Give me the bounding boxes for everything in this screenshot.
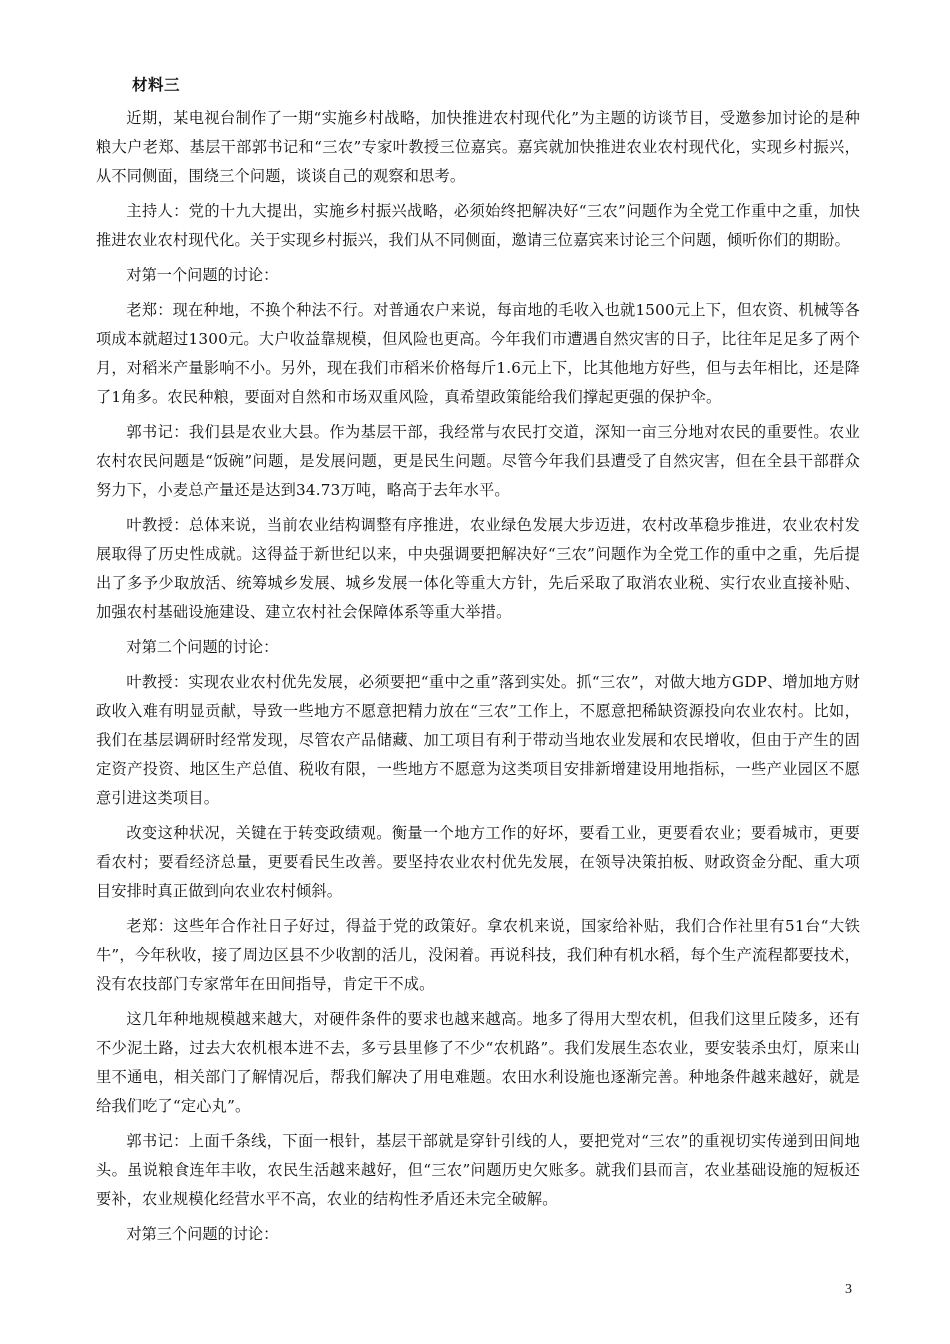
intro-paragraph: 近期，某电视台制作了一期“实施乡村战略，加快推进农村现代化”为主题的访谈节目，受邀参加讨论的是种粮大户老郑、基层干部郭书记和“三农”专家叶教授三位嘉宾。嘉宾就加快推进农业农村现代化，实现乡村振兴，从不同侧面，围绕三个问题，谈谈自己的观察和思考。: [96, 109, 860, 185]
question-1-label: 对第一个问题的讨论：: [126, 266, 279, 284]
lao-zheng-paragraph-2: 老郑：这些年合作社日子好过，得益于党的政策好。拿农机来说，国家给补贴，我们合作社里有51台“大铁牛”，今年秋收，接了周边区县不少收割的活儿，没闲着。再说科技，我们种有机水稻，每个生产流程都要技术，没有农技部门专家常年在田间指导，肯定干不成。: [96, 917, 860, 993]
page-number: 3: [845, 1282, 852, 1297]
ye-professor-paragraph-2: 叶教授：实现农业农村优先发展，必须要把“重中之重”落到实处。抓“三农”，对做大地方GDP、增加地方财政收入难有明显贡献，导致一些地方不愿意把精力放在“三农”工作上，不愿意把稀缺资源投向农业农村。比如，我们在基层调研时经常发现，尽管农产品储藏、加工项目有利于带动当地农业发展和农民增收，但由于产生的固定资产投资、地区生产总值、税收有限，一些地方不愿意为这类项目安排新增建设用地指标，一些产业园区不愿意引进这类项目。: [96, 673, 860, 807]
ye-professor-paragraph-3: 改变这种状况，关键在于转变政绩观。衡量一个地方工作的好坏，要看工业，更要看农业；要看城市，更要看农村；要看经济总量，更要看民生改善。要坚持农业农村优先发展，在领导决策拍板、财政资金分配、重大项目安排时真正做到向农业农村倾斜。: [96, 824, 860, 900]
guo-secretary-paragraph-2: 郭书记：上面千条线，下面一根针，基层干部就是穿针引线的人，要把党对“三农”的重视切实传递到田间地头。虽说粮食连年丰收，农民生活越来越好，但“三农”问题历史欠账多。就我们县而言，农业基础设施的短板还要补，农业规模化经营水平不高，农业的结构性矛盾还未完全破解。: [96, 1132, 860, 1208]
host-paragraph: 主持人：党的十九大提出，实施乡村振兴战略，必须始终把解决好“三农”问题作为全党工作重中之重，加快推进农业农村现代化。关于实现乡村振兴，我们从不同侧面，邀请三位嘉宾来讨论三个问题，倾听你们的期盼。: [96, 202, 860, 249]
ye-professor-paragraph-1: 叶教授：总体来说，当前农业结构调整有序推进，农业绿色发展大步迈进，农村改革稳步推进，农业农村发展取得了历史性成就。这得益于新世纪以来，中央强调要把解决好“三农”问题作为全党工作的重中之重，先后提出了多予少取放活、统筹城乡发展、城乡发展一体化等重大方针，先后采取了取消农业税、实行农业直接补贴、加强农村基础设施建设、建立农村社会保障体系等重大举措。: [96, 516, 860, 621]
lao-zheng-paragraph-1: 老郑：现在种地，不换个种法不行。对普通农户来说，每亩地的毛收入也就1500元上下，但农资、机械等各项成本就超过1300元。大户收益靠规模，但风险也更高。今年我们市遭遇自然灾害的日子，比往年足足多了两个月，对稻米产量影响不小。另外，现在我们市稻米价格每斤1.6元上下，比其他地方好些，但与去年相比，还是降了1角多。农民种粮，要面对自然和市场双重风险，真希望政策能给我们撑起更强的保护伞。: [96, 301, 860, 406]
lao-zheng-paragraph-3: 这几年种地规模越来越大，对硬件条件的要求也越来越高。地多了得用大型农机，但我们这里丘陵多，还有不少泥土路，过去大农机根本进不去，多亏县里修了不少“农机路”。我们发展生态农业，要安装杀虫灯，原来山里不通电，相关部门了解情况后，帮我们解决了用电难题。农田水利设施也逐渐完善。种地条件越来越好，就是给我们吃了“定心丸”。: [96, 1010, 860, 1115]
guo-secretary-paragraph-1: 郭书记：我们县是农业大县。作为基层干部，我经常与农民打交道，深知一亩三分地对农民的重要性。农业农村农民问题是“饭碗”问题，是发展问题，更是民生问题。尽管今年我们县遭受了自然灾害，但在全县干部群众努力下，小麦总产量还是达到34.73万吨，略高于去年水平。: [96, 423, 860, 499]
section-heading: 材料三: [132, 75, 181, 94]
question-2-label: 对第二个问题的讨论：: [126, 638, 279, 656]
question-3-label: 对第三个问题的讨论：: [126, 1225, 279, 1243]
document-body: [96, 72, 860, 1255]
